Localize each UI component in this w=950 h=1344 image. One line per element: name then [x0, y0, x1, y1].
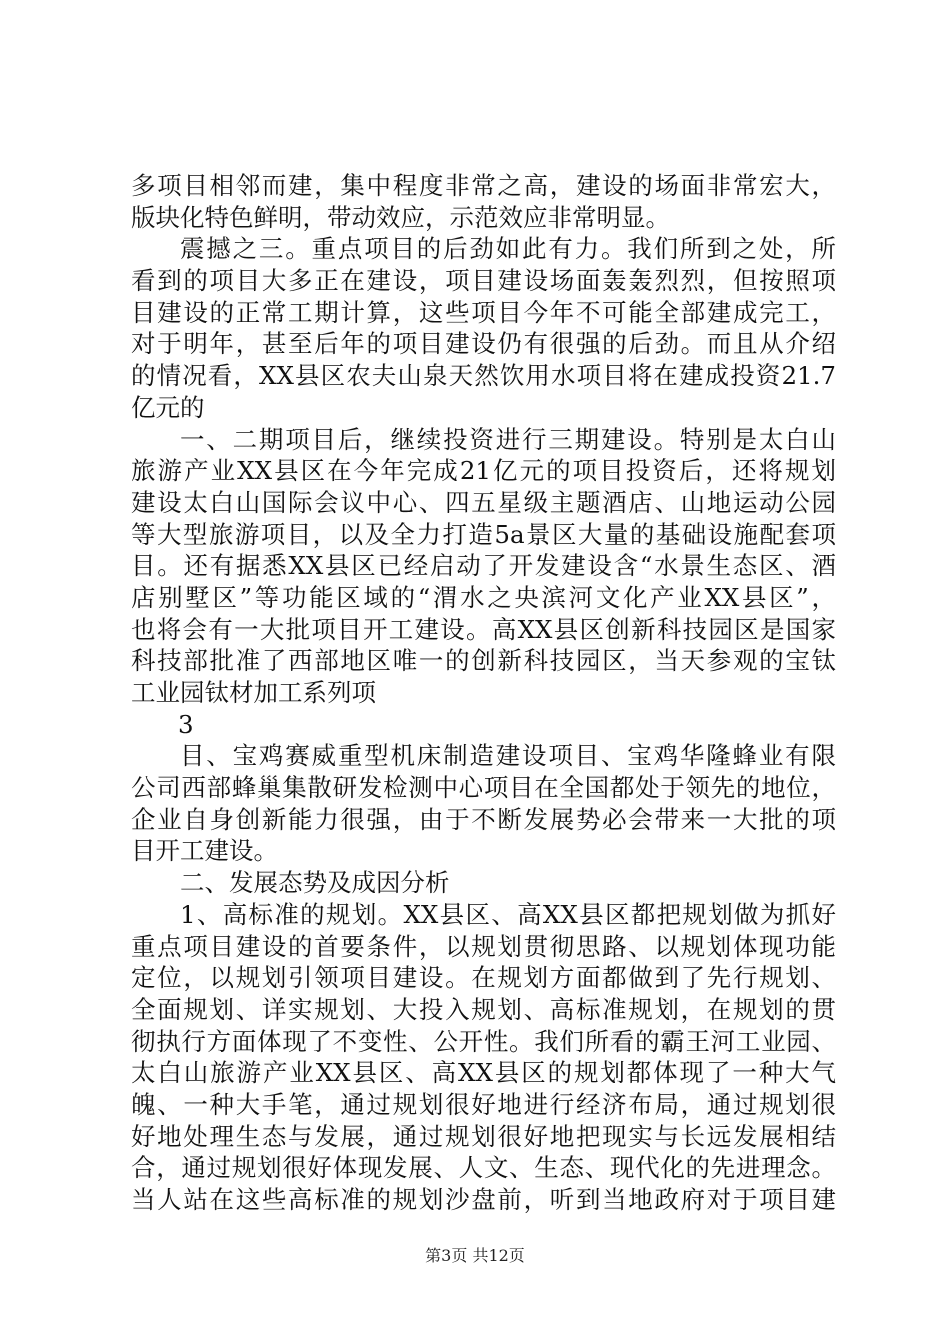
text-line: 太白山旅游产业XX县区、高XX县区的规划都体现了一种大气 [131, 1058, 836, 1088]
text-line: 合，通过规划很好体现发展、人文、生态、现代化的先进理念。 [131, 1153, 836, 1183]
text-line: 震撼之三。重点项目的后劲如此有力。我们所到之处，所 [180, 234, 836, 264]
text-line: 定位，以规划引领项目建设。在规划方面都做到了先行规划、 [131, 963, 836, 993]
text-line: 企业自身创新能力很强，由于不断发展势必会带来一大批的项 [131, 804, 836, 834]
text-line: 对于明年，甚至后年的项目建设仍有很强的后劲。而且从介绍 [131, 329, 836, 359]
text-line: 目建设的正常工期计算，这些项目今年不可能全部建成完工， [131, 297, 836, 327]
text-line: 多项目相邻而建，集中程度非常之高，建设的场面非常宏大， [131, 171, 836, 200]
text-line: 版块化特色鲜明，带动效应，示范效应非常明显。 [131, 202, 670, 232]
section-heading: 二、发展态势及成因分析 [180, 868, 450, 898]
text-line: 公司西部蜂巢集散研发检测中心项目在全国都处于领先的地位， [131, 773, 836, 803]
text-line: 旅游产业XX县区在今年完成21亿元的项目投资后，还将规划 [131, 456, 836, 486]
inline-page-number: 3 [178, 709, 194, 739]
text-line: 魄、一种大手笔，通过规划很好地进行经济布局，通过规划很 [131, 1089, 836, 1119]
document-body [131, 170, 836, 1216]
page-footer: 第3页 共12页 [425, 1246, 525, 1265]
text-line: 也将会有一大批项目开工建设。高XX县区创新科技园区是国家 [131, 614, 836, 644]
text-line: 1、高标准的规划。XX县区、高XX县区都把规划做为抓好 [180, 899, 836, 929]
text-line: 目。还有据悉XX县区已经启动了开发建设含“水景生态区、酒 [131, 551, 836, 581]
text-line: 看到的项目大多正在建设，项目建设场面轰轰烈烈，但按照项 [131, 266, 836, 296]
text-line: 彻执行方面体现了不变性、公开性。我们所看的霸王河工业园、 [131, 1026, 836, 1056]
text-line: 目、宝鸡赛威重型机床制造建设项目、宝鸡华隆蜂业有限 [180, 741, 836, 771]
text-line: 重点项目建设的首要条件，以规划贯彻思路、以规划体现功能 [131, 931, 836, 961]
text-line: 一、二期项目后，继续投资进行三期建设。特别是太白山 [180, 424, 836, 454]
text-line: 目开工建设。 [131, 836, 278, 866]
text-line: 亿元的 [131, 392, 205, 422]
text-line: 建设太白山国际会议中心、四五星级主题酒店、山地运动公园 [131, 487, 836, 517]
text-line: 好地处理生态与发展，通过规划很好地把现实与长远发展相结 [131, 1121, 836, 1151]
text-line: 科技部批准了西部地区唯一的创新科技园区，当天参观的宝钛 [131, 646, 836, 676]
text-line: 全面规划、详实规划、大投入规划、高标准规划，在规划的贯 [131, 994, 836, 1024]
text-line: 的情况看，XX县区农夫山泉天然饮用水项目将在建成投资21.7 [131, 361, 836, 391]
text-line: 店别墅区”等功能区域的“渭水之央滨河文化产业XX县区”， [131, 582, 836, 612]
text-line: 工业园钛材加工系列项 [131, 678, 376, 707]
text-line: 当人站在这些高标准的规划沙盘前，听到当地政府对于项目建 [131, 1185, 836, 1214]
text-line: 等大型旅游项目，以及全力打造5a景区大量的基础设施配套项 [131, 519, 836, 549]
